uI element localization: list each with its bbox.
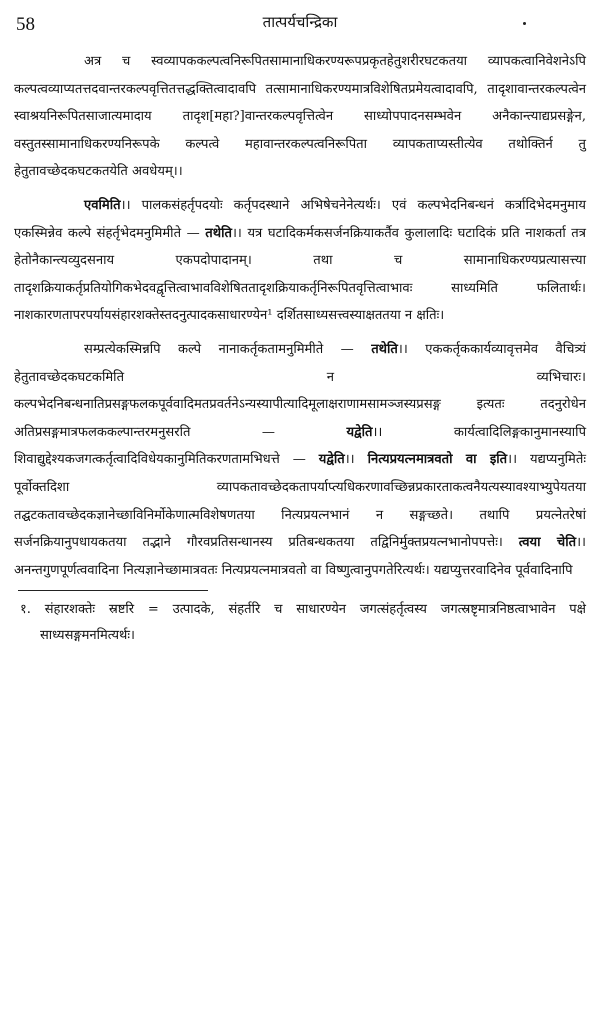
lemma-evamiti: एवमिति [84, 197, 121, 213]
text-run: ।। एककर्तृककार्यव्यावृत्तमेव वैचित्र्यं हेतुतावच्छेदकघटकमिति न व्यभिचारः। कल्पभेदनिबन्धनातिप्रसङ्गफलकपूर्ववादिमतप्रवर्तनेऽन्यस्यापीत्यादिमूलाक्षराणामसामञ्जस्यप्रसङ्ग इत्यतः तदनुरोधेन अतिप्रसङ्गमात्रफलककल्पान्तरमनुसरति — [14, 341, 586, 440]
body-text [14, 48, 586, 584]
paragraph-2 [14, 192, 586, 330]
page-header [14, 8, 586, 44]
text-run: ।। कार्यत्वादिलिङ्गकानुमानस्यापि शिवाद्युद्देश्यकजगत्कर्तृत्वादिविधेयकानुमितिकरणतामभिधत्ते — [14, 424, 587, 468]
footnote-text: संहारशक्तेः स्रष्टरि = उत्पादके, संहर्तरि च साधारण्येन जगत्संहर्तृत्वस्य जगत्स्रष्टृमात्रनिष्ठत्वाभावेन पक्षे साध्यसङ्गमनमित्यर्थः। [40, 602, 587, 644]
lemma-tvaya-cheti: त्वया चेति [518, 535, 577, 551]
lemma-yadveti: यद्वेति [318, 452, 345, 468]
paragraph-3 [14, 336, 586, 584]
text-run: ।। अनन्तगुणपूर्णत्ववादिना नित्यज्ञानेच्छामात्रवतः नित्यप्रयत्नमात्रवतो वा विष्णुत्वानुपगतेरित्यर्थः। यद्यप्युत्तरवादिनेव पूर्ववादिनापि [14, 535, 586, 578]
footnote-1 [14, 597, 586, 649]
text-run: अत्र च स्वव्यापककल्पत्वनिरूपितसामानाधिकरण्यरूपप्रकृतहेतुशरीरघटकतया व्यापकत्वानिवेशनेऽपि कल्पत्वव्याप्यतत्तदवान्तरकल्पवृत्तितत्तद्धक्तित्वादावपि तत्सामानाधिकरण्यमात्रविशेषितप्रमेयत्वादावपि, तादृशावान्तरकल्पत्वेन स्वाश्रयनिरूपितसाजात्यमादाय तादृश[महा?]वान्तरकल्पवृत्तित्वेन साध्योपपादनसम्भवेन अनैकान्त्याद्यप्रसङ्गेन, वस्तुतस्सामानाधिकरण्यनिरूपके कल्पत्वे महावान्तरकल्पत्वनिरूपिता व्यापकताप्यस्तीत्येव तथोक्तिर्न तु हेतुतावच्छेदकघटकतयेति अवधेयम्।। [14, 54, 586, 180]
lemma-tatheti: तथेति [371, 341, 398, 357]
text-run: सम्प्रत्येकस्मिन्नपि कल्पे नानाकर्तृकतामनुमिमीते — [84, 341, 372, 357]
footnote-marker: १. [20, 602, 31, 618]
footnote-divider [18, 590, 208, 591]
print-speck [523, 22, 526, 25]
page-number: 58 [16, 14, 35, 35]
lemma-nityaprayatna: नित्यप्रयत्नमात्रवतो वा इति [367, 452, 508, 468]
text-run: ।। यत्र घटादिकर्मकसर्जनक्रियाकर्तैव कुलालादिः घटादिकं प्रति नाशकर्ता तत्र हेतोनैकान्त्यव्युदसनाय एकपदोपादानम्। तथा च सामानाधिकरण्यप्रत्यासत्त्या तादृशक्रियाकर्तृप्रतियोगिकभेदवद्वृत्तित्वाभावविशेषिततादृशक्रियाकर्तृनिरूपितवृत्तित्वाभावः साध्यमिति फलितार्थः। नाशकारणतापरपर्यायसंहारशक्तेस्तदनुत्पादकसाधारण्येन¹ दर्शितसाध्यसत्त्वस्याक्षततया न क्षतिः। [14, 225, 586, 324]
text-run: ।। [344, 452, 368, 468]
lemma-yadveti: यद्वेति [346, 424, 373, 440]
text-run: ।। यद्यप्यनुमितेः पूर्वोक्तदिशा व्यापकतावच्छेदकतापर्याप्त्यधिकरणावच्छिन्नप्रकारताकत्वनैयत्यस्यावश्याभ्युपेयतया तद्घटकतावच्छेदकज्ञानेच्छाविनिर्मोकेणात्मविशेषणतया नित्यप्रयत्नभानं न सङ्गच्छते। तथापि प्रयत्नेतरेषां सर्जनक्रियानुपधायकतया तद्भाने गौरवप्रतिसन्धानस्य प्रतिबन्धकतया तद्विनिर्मुक्तप्रयत्नभानोपपत्तेः। [14, 452, 586, 551]
lemma-tatheti: तथेति [205, 225, 232, 241]
running-title: तात्पर्यचन्द्रिका [262, 13, 338, 31]
text-run: ।। पालकसंहर्तृपदयोः कर्तृपदस्थाने अभिषेचनेनेत्यर्थः। एवं कल्पभेदनिबन्धनं कर्त्रादिभेदमनुमाय एकस्मिन्नेव कल्पे संहर्तृभेदमनुमिमीते — [14, 197, 586, 241]
paragraph-1 [14, 48, 586, 186]
